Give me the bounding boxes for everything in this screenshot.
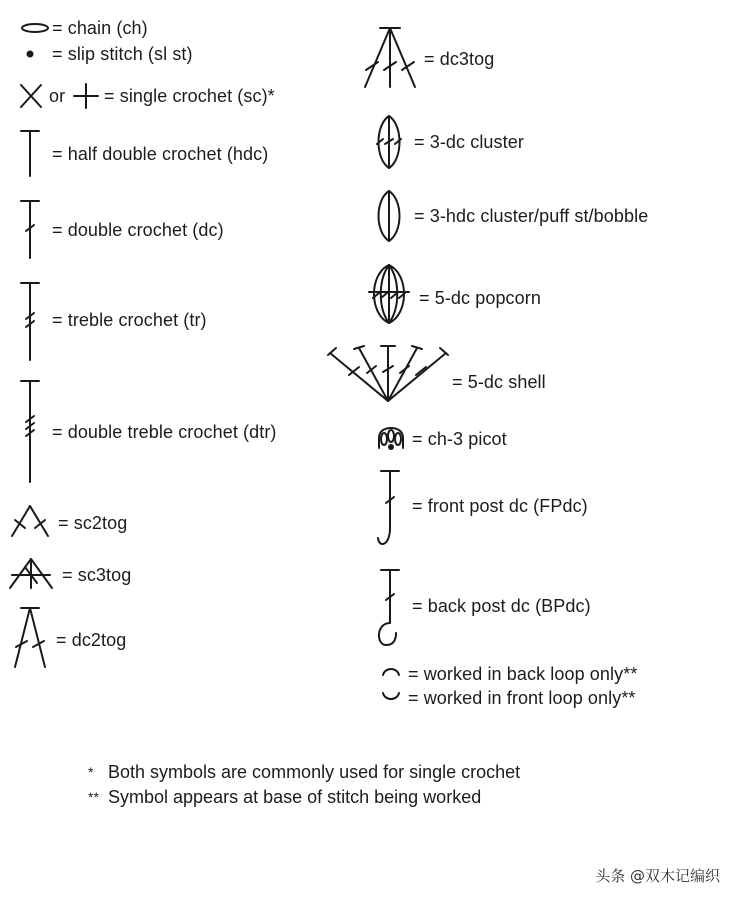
sc3tog-icon <box>6 555 56 591</box>
dtr-icon <box>18 378 42 484</box>
legend-popcorn: = 5-dc popcorn <box>419 288 541 308</box>
legend-3hdc-cluster: = 3-hdc cluster/puff st/bobble <box>414 206 649 226</box>
legend-front-loop: = worked in front loop only** <box>408 688 636 708</box>
hdc-icon <box>18 128 42 178</box>
slip-stitch-icon <box>20 44 40 64</box>
footnote-2-mark: ** <box>88 789 99 805</box>
legend-chain: = chain (ch) <box>52 18 148 38</box>
sc-plus-icon <box>72 82 100 110</box>
picot-icon <box>374 426 408 452</box>
sc-or-text: or <box>49 86 66 106</box>
footnote-2-text: Symbol appears at base of stitch being worked <box>108 787 482 807</box>
shell-icon <box>326 343 450 405</box>
dc2tog-icon <box>10 605 50 669</box>
legend-sc2tog: = sc2tog <box>58 513 128 533</box>
footnote-1-mark: * <box>88 764 94 780</box>
legend-slip-stitch: = slip stitch (sl st) <box>52 44 193 64</box>
front-loop-icon <box>380 691 402 703</box>
footnote-1-text: Both symbols are commonly used for single crochet <box>108 762 521 782</box>
popcorn-icon <box>365 262 413 326</box>
legend-dc: = double crochet (dc) <box>52 220 224 240</box>
legend-dtr: = double treble crochet (dtr) <box>52 422 277 442</box>
legend-fpdc: = front post dc (FPdc) <box>412 496 588 516</box>
sc2tog-icon <box>8 502 52 538</box>
chain-icon <box>20 20 50 36</box>
cluster-3hdc-icon <box>372 188 406 244</box>
legend-shell: = 5-dc shell <box>452 372 546 392</box>
legend-sc3tog: = sc3tog <box>62 565 132 585</box>
footnote-1 <box>88 761 520 783</box>
footnote-2 <box>88 786 481 808</box>
dc3tog-icon <box>360 25 420 89</box>
dc-icon <box>18 198 42 260</box>
bpdc-icon <box>374 567 406 649</box>
legend-hdc: = half double crochet (hdc) <box>52 144 269 164</box>
cluster-3dc-icon <box>372 113 406 171</box>
legend-tr: = treble crochet (tr) <box>52 310 207 330</box>
legend-sc: = single crochet (sc)* <box>104 86 275 106</box>
sc-x-icon <box>18 82 44 110</box>
legend-picot: = ch-3 picot <box>412 429 507 449</box>
legend-dc3tog: = dc3tog <box>424 49 495 69</box>
tr-icon <box>18 280 42 362</box>
watermark: 头条 @双木记编织 <box>595 867 720 885</box>
legend-dc2tog: = dc2tog <box>56 630 127 650</box>
legend-back-loop: = worked in back loop only** <box>408 664 638 684</box>
fpdc-icon <box>374 468 406 550</box>
legend-bpdc: = back post dc (BPdc) <box>412 596 591 616</box>
back-loop-icon <box>380 665 402 677</box>
legend-3dc-cluster: = 3-dc cluster <box>414 132 524 152</box>
